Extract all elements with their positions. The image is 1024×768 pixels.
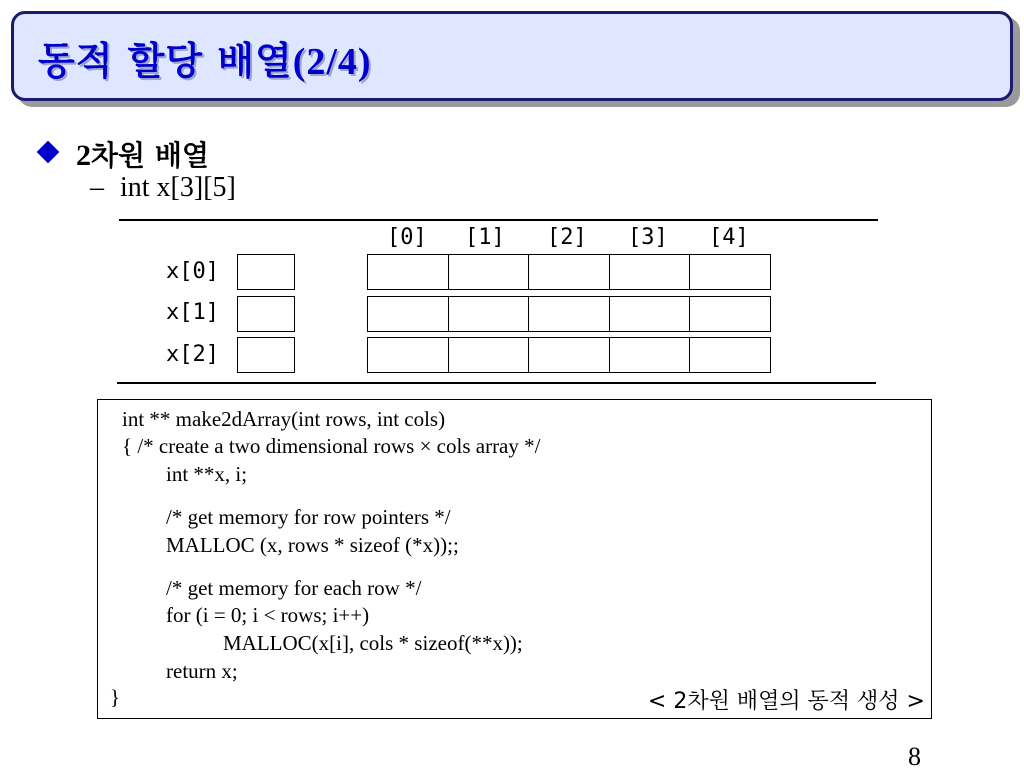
bullet-label: 차원 배열: [91, 139, 209, 172]
array-cell: [529, 338, 610, 372]
sub-bullet-text: int x[3][5]: [120, 172, 236, 203]
array-cell: [610, 338, 691, 372]
page-number: 8: [908, 742, 921, 768]
row-pointer-box: [237, 337, 295, 373]
code-line: int ** make2dArray(int rows, int cols): [122, 407, 446, 431]
column-index: [3]: [628, 225, 668, 250]
row-cells: [367, 337, 771, 373]
array-cell: [449, 255, 530, 289]
array-cell: [449, 297, 530, 331]
code-line: /* get memory for row pointers */: [166, 505, 451, 529]
bullet-number: 2: [76, 139, 91, 172]
array-cell: [690, 255, 770, 289]
title-part: (2/4): [292, 41, 372, 83]
column-index: [0]: [387, 225, 427, 250]
code-line: MALLOC(x[i], cols * sizeof(**x));: [223, 631, 523, 655]
row-label: x[2]: [166, 342, 219, 367]
row-cells: [367, 254, 771, 290]
column-index: [4]: [709, 225, 749, 250]
array-cell: [610, 255, 691, 289]
title-korean: 동적 할당 배열: [38, 39, 293, 83]
column-index: [2]: [547, 225, 587, 250]
array-cell: [368, 255, 449, 289]
column-index: [1]: [465, 225, 505, 250]
diagram-bottom-rule: [117, 382, 876, 384]
array-cell: [368, 297, 449, 331]
row-label: x[1]: [166, 300, 219, 325]
row-label: x[0]: [166, 259, 219, 284]
code-line: for (i = 0; i < rows; i++): [166, 603, 370, 627]
code-line: { /* create a two dimensional rows × cols array */: [122, 434, 541, 458]
array-cell: [690, 297, 770, 331]
code-line: return x;: [166, 659, 238, 683]
figure-caption: < 2차원 배열의 동적 생성 >: [647, 689, 925, 714]
array-cell: [690, 338, 770, 372]
code-block: [97, 399, 932, 719]
row-pointer-box: [237, 296, 295, 332]
diagram-top-rule: [119, 219, 878, 221]
code-line: MALLOC (x, rows * sizeof (*x));;: [166, 533, 459, 557]
dash-bullet-icon: –: [90, 172, 104, 203]
code-line: /* get memory for each row */: [166, 576, 422, 600]
array-cell: [449, 338, 530, 372]
code-line: }: [110, 685, 121, 709]
diamond-bullet-icon: [37, 141, 60, 164]
array-cell: [368, 338, 449, 372]
array-cell: [529, 255, 610, 289]
array-cell: [610, 297, 691, 331]
array-cell: [529, 297, 610, 331]
row-pointer-box: [237, 254, 295, 290]
bullet-text: [76, 134, 209, 174]
row-cells: [367, 296, 771, 332]
slide-title: [38, 30, 372, 85]
code-line: int **x, i;: [166, 462, 248, 486]
